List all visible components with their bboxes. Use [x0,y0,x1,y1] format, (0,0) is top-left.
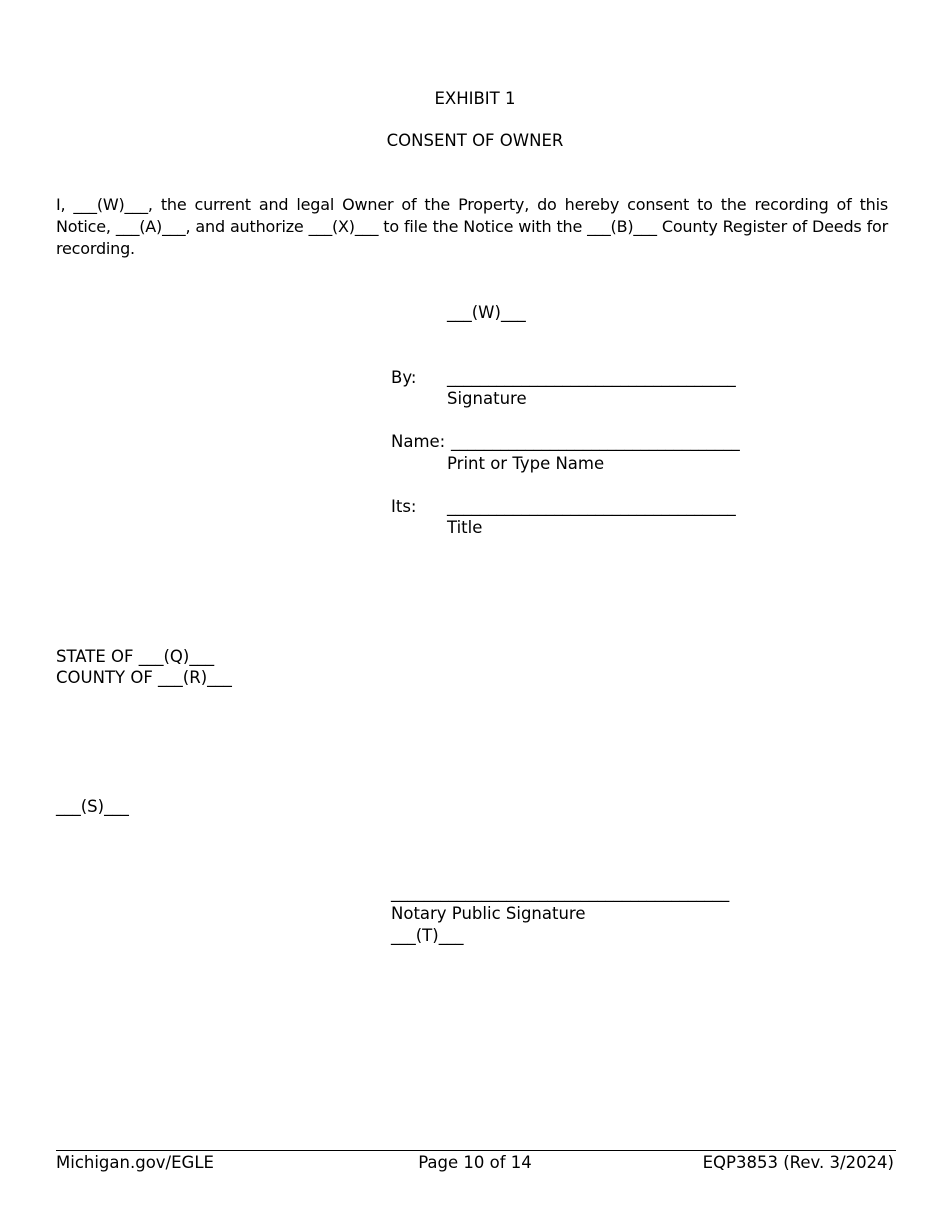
state-of: STATE OF ___(Q)___ [56,647,215,666]
footer-website: Michigan.gov/EGLE [56,1153,214,1172]
page-title: CONSENT OF OWNER [386,131,564,150]
name-caption: Print or Type Name [447,454,605,473]
name-line[interactable]: ___________________________________ [451,432,740,451]
its-caption: Title [447,518,483,537]
owner-placeholder: ___(W)___ [447,303,526,322]
county-of: COUNTY OF ___(R)___ [56,668,232,687]
exhibit-label: EXHIBIT 1 [434,89,516,108]
its-line[interactable]: ___________________________________ [447,497,736,516]
name-label: Name: [391,432,446,451]
footer-page-number: Page 10 of 14 [418,1153,532,1172]
notary-signature-line[interactable]: _________________________________________ [391,883,730,902]
consent-paragraph: I, ___(W)___, the current and legal Owner of the Property, do hereby consent to the recording of this Notice, ___(A)___, and authorize ___(X)___ to file the Notice with the ___(B)___ County Register of Deeds for recording. [56,195,888,258]
notary-caption: Notary Public Signature [391,904,586,923]
footer-form-id: EQP3853 (Rev. 3/2024) [702,1153,894,1172]
by-caption: Signature [447,389,527,408]
acknowledgment-placeholder: ___(S)___ [56,797,129,816]
by-signature-line[interactable]: ___________________________________ [447,368,736,387]
notary-placeholder: ___(T)___ [391,926,464,945]
its-label: Its: [391,497,417,516]
footer-divider [56,1150,896,1151]
by-label: By: [391,368,417,387]
